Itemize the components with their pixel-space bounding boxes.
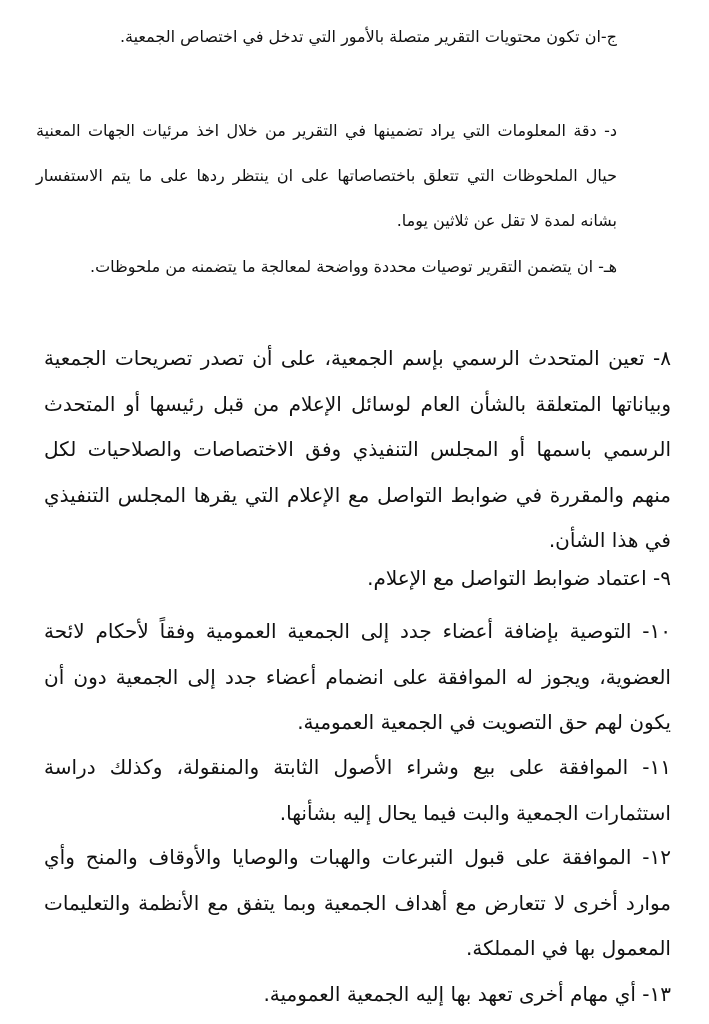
- list-item-10: [44, 609, 671, 746]
- item-text: التوصية بإضافة أعضاء جدد إلى الجمعية العمومية وفقاً لأحكام لائحة العضوية، ويجوز له الموافقة على انضمام أعضاء جدد إلى الجمعية دون أن يكون لهم حق التصويت في الجمعية العمومية.: [44, 619, 671, 734]
- item-text: تعين المتحدث الرسمي بإسم الجمعية، على أن تصدر تصريحات الجمعية وبياناتها المتعلقة بالشأن العام لوسائل الإعلام من قبل رئيسها أو المتحدث الرسمي باسمها أو المجلس التنفيذي وفق الاختصاصات والصلاحيات لكل منهم والمقررة في ضوابط التواصل مع الإعلام التي يقرها المجلس التنفيذي في هذا الشأن.: [44, 346, 671, 552]
- item-marker: هـ-: [593, 257, 617, 276]
- item-text: دقة المعلومات التي يراد تضمينها في التقرير من خلال اخذ مرئيات الجهات المعنية حيال الملحوظات التي تتعلق باختصاصاتها على ان ينتظر ردها على ما يتم الاستفسار بشانه لمدة لا تقل عن ثلاثين يوما.: [36, 121, 617, 230]
- list-item-11: [44, 745, 671, 836]
- list-item-dal: [36, 108, 617, 243]
- item-marker: ج-: [600, 27, 617, 46]
- item-number: ١١-: [628, 755, 671, 779]
- item-text: ان يتضمن التقرير توصيات محددة وواضحة لمعالجة ما يتضمنه من ملحوظات.: [90, 257, 594, 276]
- list-item-jeem: [36, 14, 617, 59]
- item-text: ان تكون محتويات التقرير متصلة بالأمور التي تدخل في اختصاص الجمعية.: [119, 27, 601, 46]
- item-text: الموافقة على قبول التبرعات والهبات والوصايا والأوقاف والمنح وأي موارد أخرى لا تتعارض مع أهداف الجمعية وبما يتفق مع الأنظمة والتعليمات المعمول بها في المملكة.: [44, 845, 671, 960]
- item-number: ٨-: [644, 346, 671, 370]
- item-number: ١٢-: [631, 845, 671, 869]
- list-item-12: [44, 835, 671, 972]
- list-item-13: [44, 972, 671, 1018]
- list-item-8: [44, 336, 671, 564]
- list-item-9: [44, 556, 671, 602]
- list-item-ha: [36, 244, 617, 289]
- item-text: الموافقة على بيع وشراء الأصول الثابتة والمنقولة، وكذلك دراسة استثمارات الجمعية والبت فيما يحال إليه بشأنها.: [44, 755, 671, 825]
- item-marker: د-: [596, 121, 617, 140]
- item-text: أي مهام أخرى تعهد بها إليه الجمعية العمومية.: [263, 982, 636, 1006]
- item-number: ١٠-: [631, 619, 671, 643]
- item-text: اعتماد ضوابط التواصل مع الإعلام.: [367, 566, 647, 590]
- item-number: ١٣-: [635, 982, 671, 1006]
- item-number: ٩-: [646, 566, 671, 590]
